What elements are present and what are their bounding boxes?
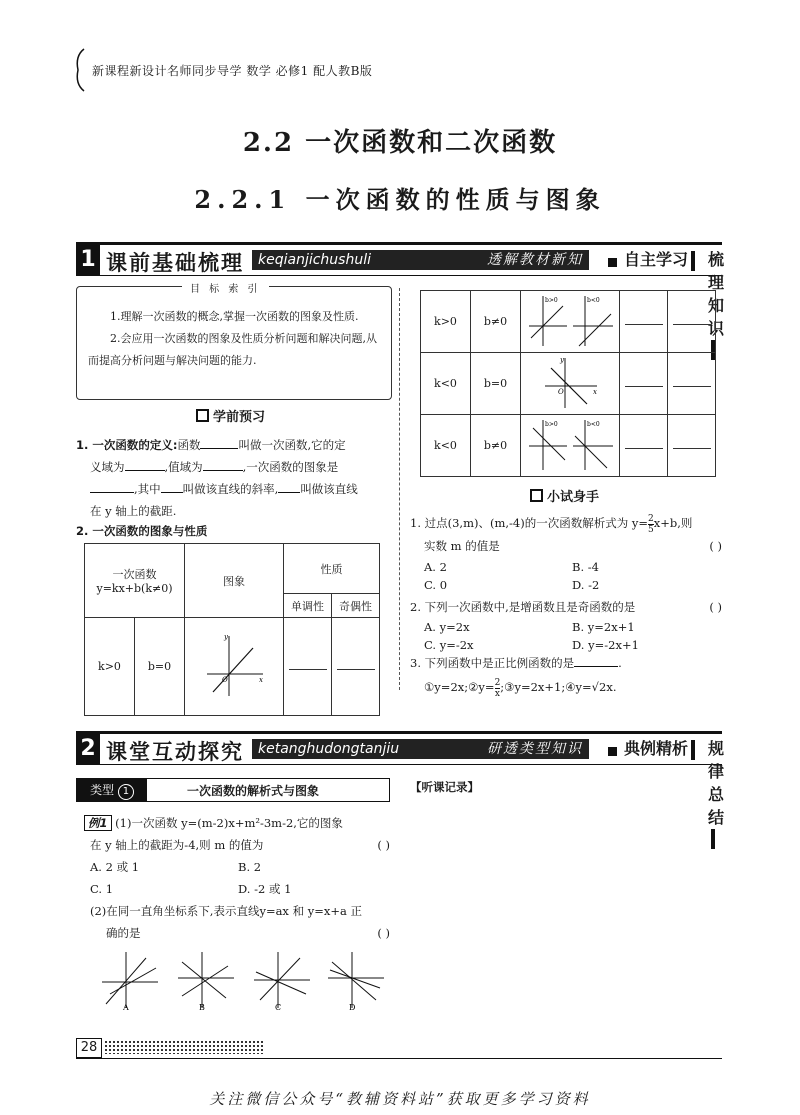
table-cell-graph [521, 291, 620, 353]
table-cell-b: b=0 [471, 353, 521, 415]
footer-dots [104, 1040, 264, 1054]
option[interactable]: B. y=2x+1 [572, 620, 635, 634]
preview-q1: 1. 一次函数的定义:函数 叫做一次函数,它的定 义域为 ,值域为 ,一次函数的图象是 ,其中 叫做该直线的斜率, 叫做该直线 在 y 轴上的截距. [76, 438, 358, 518]
footer-note: 关注微信公众号“教辅资料站”获取更多学习资料 [209, 1090, 591, 1108]
answer-paren[interactable]: ( ) [709, 600, 722, 614]
practice-q2: 2. 下列一次函数中,是增函数且是奇函数的是 ( ) [410, 596, 722, 618]
banner-number: 1 [76, 245, 100, 275]
section-icon [530, 489, 543, 502]
goal-text [88, 306, 378, 372]
svg-text:C: C [275, 1003, 282, 1012]
section-icon [196, 409, 209, 422]
table-cell-graph [521, 415, 620, 477]
answer-blank[interactable] [90, 480, 134, 493]
table-cell-k: k<0 [421, 353, 471, 415]
banner-tag-2: 梳理知识 [708, 247, 724, 360]
chapter-title: 2.2 一次函数和二次函数 [242, 128, 558, 158]
footer-rule [76, 1058, 722, 1059]
answer-blank[interactable] [125, 458, 165, 471]
line-graph-icon [525, 416, 615, 472]
answer-paren[interactable]: ( ) [377, 838, 390, 852]
banner-slogan: 透解教材新知 [481, 250, 589, 270]
practice-q3-options: ①y=2x;②y= $\frac{2}{x}$ ;③y=2x+1;④y=√2x. [424, 677, 617, 699]
line-graph-icon [525, 292, 615, 348]
practice-heading: 小试身手 [530, 486, 599, 505]
table-cell-k: k>0 [85, 618, 135, 716]
type-bar [76, 778, 390, 802]
svg-text:y: y [560, 356, 564, 364]
banner-tag-1: 典例精析 [624, 736, 695, 760]
goal-title: 目 标 索 引 [182, 280, 269, 295]
type-label: 类型 1 [77, 779, 147, 801]
option[interactable]: B. -4 [572, 560, 599, 574]
table-cell-graph [521, 353, 620, 415]
table-cell-monotonic[interactable] [620, 291, 668, 353]
banner-tag-1: 自主学习 [624, 247, 695, 271]
section-title: 2.2.1 一次函数的性质与图象 [194, 185, 606, 214]
line-graph-icon [199, 630, 269, 700]
svg-text:B: B [199, 1003, 205, 1012]
answer-blank[interactable] [574, 654, 618, 667]
option[interactable]: D. y=-2x+1 [572, 638, 639, 652]
preview-q2: 2. 一次函数的图象与性质 [76, 524, 208, 538]
option[interactable]: C. 1 [90, 882, 114, 896]
table-header-parity: 奇偶性 [332, 594, 380, 618]
svg-text:O: O [222, 676, 228, 684]
preview-heading: 学前预习 [196, 406, 265, 425]
example-graphs [96, 948, 386, 1012]
answer-blank[interactable] [278, 480, 300, 493]
practice-q1: 1. 过点(3,m)、(m,-4)的一次函数解析式为 y= $\frac{2}{5}$ x+b,则 实数 m 的值是 ( ) [410, 512, 722, 557]
table-header-property: 性质 [284, 544, 380, 594]
practice-q2-options [424, 618, 692, 654]
table-cell-parity[interactable] [668, 415, 716, 477]
function-table-left [84, 543, 380, 716]
banner-title: 课前基础梳理 [106, 251, 244, 275]
banner-pinyin: ketanghudongtanjiu [252, 739, 483, 759]
practice-q3: 3. 下列函数中是正比例函数的是 . [410, 656, 622, 670]
option[interactable]: A. 2 或 1 [90, 860, 140, 874]
option[interactable]: C. 0 [424, 578, 448, 592]
answer-blank[interactable] [203, 458, 243, 471]
option[interactable]: C. y=-2x [424, 638, 474, 652]
svg-text:x: x [259, 676, 263, 684]
table-cell-b: b=0 [135, 618, 185, 716]
table-cell-monotonic[interactable] [620, 353, 668, 415]
answer-blank[interactable] [161, 480, 183, 493]
svg-text:b>0: b>0 [545, 421, 558, 428]
example-1: 例1 (1)一次函数 y=(m-2)x+m²-3m-2,它的图象 在 y 轴上的截距为-4,则 m 的值为 ( ) A. 2 或 1 B. 2 C. 1 D. -2 或 1 (2)在同一直角坐标系下,表示直线y=ax 和 y=x+a 正 确的是 ( ) [84, 812, 390, 944]
table-cell-parity[interactable] [332, 618, 380, 716]
banner-tag-2: 规律总结 [708, 736, 724, 849]
svg-text:x: x [593, 388, 597, 396]
svg-text:O: O [558, 388, 564, 396]
banner-pinyin: keqianjichushuli [252, 250, 483, 270]
table-cell-parity[interactable] [668, 353, 716, 415]
svg-text:y: y [224, 633, 228, 641]
svg-text:b<0: b<0 [587, 297, 600, 304]
table-cell-b: b≠0 [471, 415, 521, 477]
option[interactable]: A. y=2x [424, 620, 470, 634]
answer-paren[interactable]: ( ) [709, 538, 722, 553]
book-header: 新课程新设计名师同步导学 数学 必修1 配人教B版 [92, 64, 373, 78]
table-cell-monotonic[interactable] [620, 415, 668, 477]
answer-paren[interactable]: ( ) [377, 926, 390, 940]
square-icon [608, 747, 617, 756]
option[interactable]: D. -2 或 1 [238, 882, 292, 896]
option[interactable]: D. -2 [572, 578, 600, 592]
table-cell-b: b≠0 [471, 291, 521, 353]
table-cell-k: k>0 [421, 291, 471, 353]
table-cell-k: k<0 [421, 415, 471, 477]
answer-blank[interactable] [200, 436, 238, 449]
page-number: 28 [76, 1038, 102, 1058]
svg-text:b>0: b>0 [545, 297, 558, 304]
square-icon [608, 258, 617, 267]
answer-graphs-icon [96, 948, 386, 1012]
line-graph-icon [535, 354, 605, 410]
function-table-right [420, 290, 716, 477]
banner-number: 2 [76, 734, 100, 764]
option[interactable]: A. 2 [424, 560, 447, 574]
svg-text:A: A [123, 1003, 129, 1012]
goal-item-2: 2.会应用一次函数的图象及性质分析问题和解决问题,从而提高分析问题与解决问题的能力. [88, 332, 377, 367]
column-divider [399, 288, 400, 690]
example-label: 例1 [84, 815, 112, 831]
table-header-graph: 图象 [185, 544, 284, 618]
svg-text:D: D [349, 1003, 356, 1012]
table-cell-graph [185, 618, 284, 716]
svg-text:b<0: b<0 [587, 421, 600, 428]
type-title: 一次函数的解析式与图象 [187, 784, 320, 798]
table-cell-monotonic[interactable] [284, 618, 332, 716]
banner-title: 课堂互动探究 [106, 740, 244, 764]
practice-q1-options [424, 558, 614, 594]
header-brace-icon [72, 48, 86, 92]
table-cell-parity[interactable] [668, 291, 716, 353]
notes-label: 【听课记录】 [410, 780, 479, 794]
goal-item-1: 1.理解一次函数的概念,掌握一次函数的图象及性质. [110, 310, 359, 323]
table-header-monotonic: 单调性 [284, 594, 332, 618]
table-header-function: 一次函数 y=kx+b(k≠0) [85, 544, 185, 618]
option[interactable]: B. 2 [238, 860, 262, 874]
banner-slogan: 研透类型知识 [481, 739, 589, 759]
